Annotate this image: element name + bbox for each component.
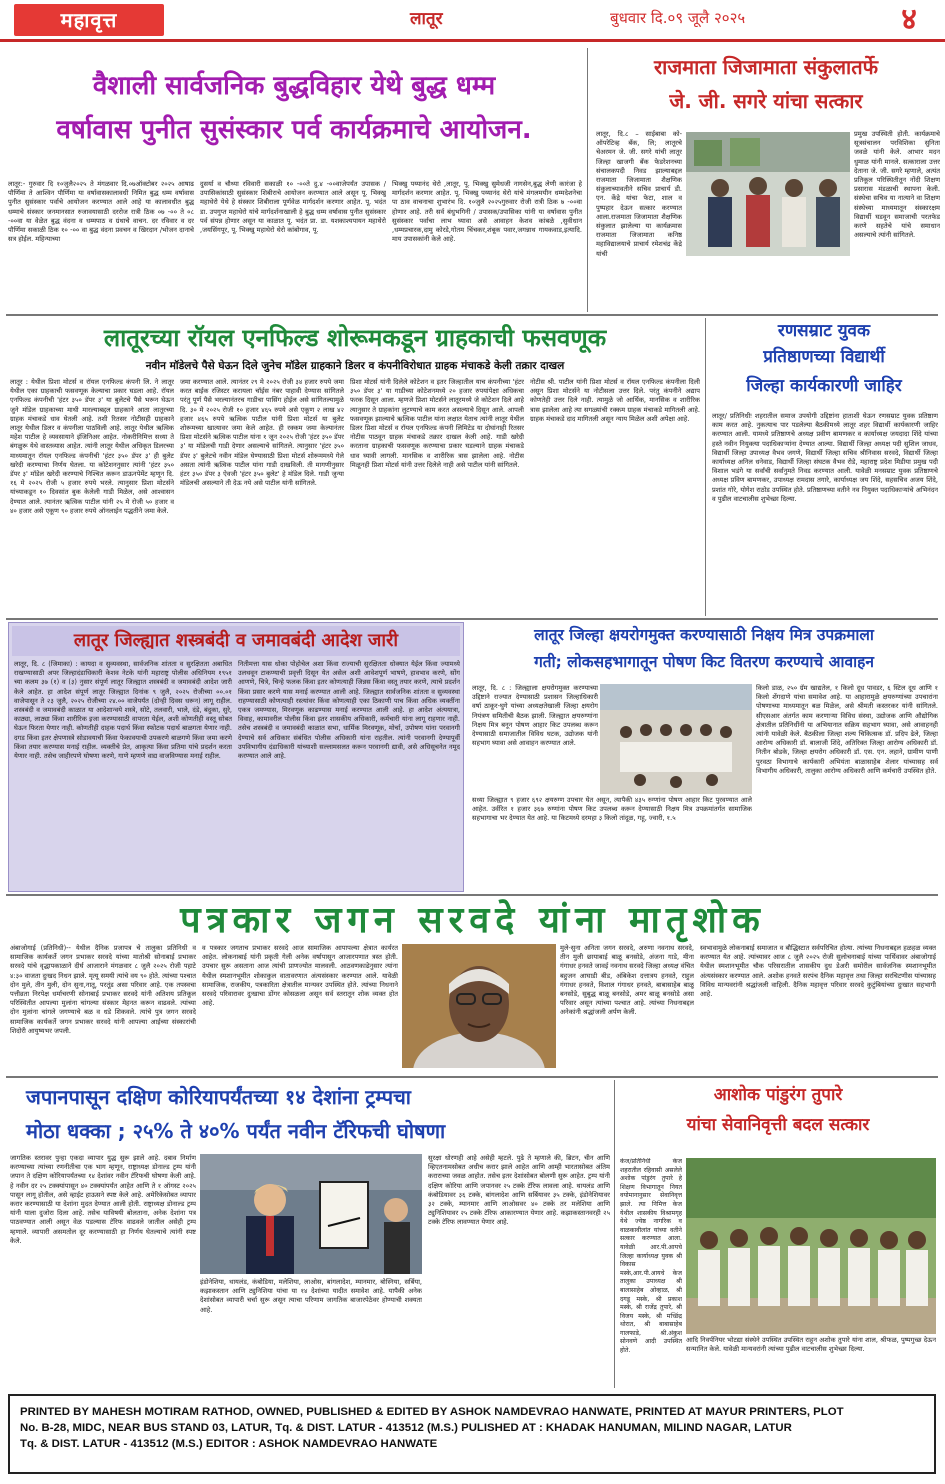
- trump-headline-1: जपानपासून दक्षिण कोरियापर्यंतच्या १४ देशांना ट्रम्पचा: [26, 1085, 411, 1109]
- enfield-column-4: नोटीस श्री. पाटील यांनी प्रिशा मोटर्स व रॉयल एनफिल्ड कंपनीला दिली असून प्रिशा मोटर्सने या नोटीसला उत्तर दिले. परंतु कंपनीने अद्याप कोणतेही उत्तर दिले नाही. त्यामुळे जो आर्थिक, मानसिक व शारीरिक त्रास झालेला आहे त्या सगळ्यांची रक्कम ग्राहक मंचाकडे मागितली आहे. ग्राहक मंचाकडे दाद मागितली असून न्याय मिळेल अशी अपेक्षा आहे.: [530, 378, 700, 423]
- city-name: लातूर: [410, 9, 443, 29]
- trump-column-2: इंडोनेशिया, थायलंड, कंबोडिया, मलेशिया, लाओस, बांगलादेश, म्यानमार, बोस्निया, सर्बिया, कझाकस्तान आणि ट्युनिशिया यांचा या १४ देशांच्या यादीत समावेश आहे. यापैकी अनेक देशांसोबत व्यापारी चर्चा सुरू असून त्याचा परिणाम जागतिक बाजारपेठेवर होण्याची शक्यता आहे.: [200, 1278, 422, 1314]
- page-number: ४: [901, 2, 917, 37]
- paper-name: महावृत्त: [14, 4, 164, 36]
- sagare-headline-2: जे. जी. सगरे यांचा सत्कार: [669, 89, 863, 113]
- imprint-line-2: No. B-28, MIDC, NEAR BUS STAND 03, LATUR, Tq. & DIST. LATUR - 413512 (M.S.) PULISHED AT : KHADAK HANUMAN, MILIND NAGAR, LATUR: [20, 1422, 792, 1434]
- tupare-felicitation-photo: [686, 1158, 936, 1334]
- kshayrog-headline-1: लातूर जिल्हा क्षयरोगमुक्त करण्यासाठी निक्षय मित्र उपक्रमाला: [534, 626, 874, 644]
- kshayrog-column-1: लातूर, दि. ८ : जिल्ह्याला क्षयरोगमुक्त करण्याच्या उद्दिष्टाने राज्यात देण्यासाठी प्रशासन जिल्हाधिकारी वर्षा ठाकूर-घुगे यांच्या अध्यक्षतेखाली जिल्हा क्षयरोग नियंत्रण समितीची बैठक झाली. जिल्ह्यात क्षयरुग्णांना निक्षय मित्र बनून पोषण आहार किट उपलब्ध करून देण्यासाठी समाजातील विविध घटक, उद्योजक यांनी सहभाग घ्यावा असे आवाहन करण्यात आले.: [472, 684, 598, 748]
- vaishali-headline-1: वैशाली सार्वजनिक बुद्धविहार येथे बुद्ध धम्म: [92, 71, 496, 101]
- kshayrog-headline-2: गती; लोकसहभागातून पोषण किट वितरण करण्याचे आवाहन: [534, 653, 874, 671]
- shastrabandi-column-2: नितीमत्ता यास धोका पोहोचेल अशा किंवा राज्याची सुरक्षितता धोक्यात येईल किंवा ज्यामध्ये उलथवून टाकण्याची प्रवृत्ती दिसून येत असेल अशी आवेशपूर्ण भाषणे, हावभाव करणे, सोंग आणणे, चित्रे, चिन्हे फलक किंवा इतर कोणत्याही जिन्नस किंवा वस्तू तयार करणे, त्याचे प्रदर्शन किंवा प्रसार करणे यास मनाई करण्यात आली आहे. जिल्ह्यात सार्वजनिक शांतता व सुव्यवस्था राहण्यासाठी कोणत्याही रस्त्यांवर किंवा कोणत्याही एका ठिकाणी पाच किंवा अधिक व्यक्तींना एकत्र जमण्यास, मिरवणूक काढण्यास मनाई करण्यात आली आहे. हा आदेश अंत्ययात्रा, विवाह, कामावरील पोलीस किंवा इतर शासकीय अधिकारी, कर्मचारी यांना लागू राहणार नाही. तसेच शस्त्रबंदी व जमावबंदी काळात सभा, धार्मिक मिरवणूक, मोर्चा, उपोषण यांना परवानगी देण्याचे सर्व अधिकार संबंधित पोलीस अधिकारी यांना राहतील. त्यांनी परवानगी देण्यापूर्वी उपविभागीय दंडाधिकारी यांच्याशी सल्लामसलत करून परवानगी द्यावी, असे अधिसूचनेत नमूद करण्यात आले आहे.: [238, 660, 460, 761]
- trump-column-1: जागतिक स्तरावर पुन्हा एकदा व्यापार युद्ध सुरू झाले आहे. दबाव निर्माण करण्याच्या त्यांच्या रणनीतीचा एक भाग म्हणून, राष्ट्राध्यक्ष डोनाल्ड ट्रम्प यांनी जपान ते दक्षिण कोरियापर्यंतच्या १४ देशांवर नवीन टॅरिफची घोषणा केली आहे. हे नवीन दर २५ टक्क्यांपासून ४० टक्क्यांपर्यंत आहेत आणि ते १ ऑगस्ट २०२५ पासून लागू होतील, असे व्हाईट हाऊसने स्पष्ट केले आहे. अमेरिकेसोबत व्यापार करार करण्यासाठी या देशांना मुदत देण्यात आली होती. राष्ट्राध्यक्ष डोनाल्ड ट्रम्प यांनी याला दुजोरा दिला आहे. तसेच याविषयी बोलताना, अनेक देशांना पत्र पाठवण्यात आली असून वेळ पडल्यास टॅरिफ वाढवले जातील असेही ट्रम्प म्हणाले. व्यापारी असमतोल दूर करण्यासाठी हा निर्णय घेतल्याचे त्यांनी स्पष्ट केले.: [10, 1154, 196, 1245]
- shastrabandi-headline: लातूर जिल्ह्यात शस्त्रबंदी व जमावबंदी आदेश जारी: [12, 626, 460, 656]
- imprint-line-1: PRINTED BY MAHESH MOTIRAM RATHOD, OWNED, PUBLISHED & EDITED BY ASHOK NAMDEVRAO HANWATE, PRINTED AT MAYUR PRINTERS, PLOT: [20, 1406, 844, 1418]
- section-rule: [6, 618, 938, 620]
- trump-headline-block: [8, 1080, 610, 1152]
- tupare-headline-1: आशोक पांडुरंग तुपारे: [713, 1085, 843, 1105]
- column-divider: [614, 1080, 615, 1388]
- tupare-headline-block: [618, 1080, 938, 1156]
- sarvade-column-4: स्वभावामुळे लोकनाबाई समाजात व बौद्धिस्टात सर्वपरिचित होत्या. त्यांच्या निधनाबद्दल हळहळ व्यक्त करण्यात येत आहे. त्यांच्यावर आज ८ जुलै २०२५ रोजी सुलोचनाबाई यांच्या पार्थिवावर अंबाजोगाई येथील स्मशानभूमीत चौक परिसरातील शासकीय दुध डेअरी समोरील सार्वजनिक स्मशानभूमीत अंत्यसंस्कार करण्यात आले. अशोक हनवते सरपंच दैनिक महावृत्त तथा जिल्हा सरचिटणीस यांच्यासह विविध मान्यवरांनी श्रद्धांजली वाहिली. दैनिक महावृत्त परिवार सरवदे कुटुंबियांच्या दुःखात सहभागी आहे.: [700, 944, 936, 999]
- kshayrog-column-2: किलो डाळ, २५० ग्रॅम खाद्यतेल, १ किलो दूध पावडर, ६ स्टिल दूध आणि १ किलो शेंगदाणे यांचा समावेश आहे. या आहारामुळे क्षयरुग्णांच्या उपचारांना पोषणाच्या माध्यमातून बळ मिळेल, असे श्रीमती कस्तरकर यांनी सांगितले. सीएसआर अंतर्गत काम करणाऱ्या विविध संस्था, उद्योजक आणि औद्योगिक क्षेत्रातील प्रतिनिधींनी या अभियानात सक्रिय सहभाग घ्यावा, असे आवाहनही त्यांनी यावेळी केले. बैठकीला जिल्हा शल्य चिकित्सक डॉ. प्रदिप ढेले, जिल्हा आरोग्य अधिकारी डॉ. बालाजी शिंदे, अतिरिक्त जिल्हा आरोग्य अधिकारी डॉ. नितीन बोडके, जिल्हा क्षयरोग अधिकारी डॉ. एस. एन. लहाने, ग्रामीण पाणी पुरवठा विभागाचे कार्यकारी अभियंता बाळासाहेब शेलार यांच्यासह सर्व विभागीय अधिकारी, तालुका आरोग्य अधिकारी आणि कर्मचारी उपस्थित होते.: [756, 684, 938, 775]
- column-divider: [587, 48, 588, 312]
- kshayrog-meeting-photo: [600, 684, 752, 794]
- sarvade-column-2: व पत्रकार जगताच प्रभाकर सरवदे आज सामाजिक आपापल्या क्षेत्रात कार्यरत आहेत. लोकनाबाई यांनी प्रकृती गेली अनेक वर्षापासून आजारपणात त्रस्त होती. उपचार सुरू असताना आज त्यांची प्राणज्योत मालवली. आठवणकाढेनुसार त्यांना येथील स्मशानभूमीत शोकाकुल वातावरणात अंत्यसंस्कार करण्यात आले. यावेळी सामाजिक, राजकीय, पत्रकारिता क्षेत्रातील मान्यवर उपस्थित होते. त्यांच्या निधनाने सरवदे परिवारावर दुःखाचा डोंगर कोसळला असून सर्व स्तरातून शोक व्यक्त होत आहे.: [202, 944, 398, 1008]
- issue-date: बुधवार दि.०९ जूलै २०२५: [610, 9, 746, 27]
- sarvade-column-1: अंबाजोगाई (प्रतिनिधी)-- येथील दैनिक प्रजापत्र चे तालुका प्रतिनिधी व सामाजिक कार्यकर्ते जगन प्रभाकर सरवदे यांच्या मातोश्री सोनाबाई प्रभाकर सरवदे यांचे वृद्धापकाळाने दीर्घ आजाराने मंगळवार ८ जुलै २०२५ रोजी पहाटे ४:३० वाजता दुःखद निधन झाले. मृत्यू समयी त्यांचे वय ९० होते. त्यांच्या पश्चात दोन मुले, तीन मुली, दोन सुना,नातू, परतूंड असा परिवार आहे. एक तपस्वचा पत्तीव्रता निरपेक्ष धर्माचरणी सोनाबाई प्रभाकर सरवदे यांनी अतिशय प्रतिकूल परिस्थितीत आपल्या मुलांना चांगल्या संस्कार मेहनत करून वाढवले. त्यांच्या दोन मुलांना चांगले जगण्याचे बळ व धडे शिकवले. त्यांचे पुत्र जगन सरवदे सामाजिक कार्यकर्ते जगन प्रभाकर सरवदे यांनी आपल्या आईच्या संस्कारांची शिदोरी आयुष्यभर जपली.: [10, 944, 196, 1035]
- imprint-footer: [8, 1394, 936, 1474]
- kshayrog-column-1-continued: सध्या जिल्ह्यात ९ हजार ६९२ क्षयरुग्ण उपचार घेत असून, त्यापैकी ४३५ रुग्णांना पोषण आहार किट पुरवण्यात आले आहेत. उर्वरित १ हजार ३६७ रुग्णांना पोषण किट उपलब्ध करून देण्यासाठी निक्षय मित्र उपक्रमांतर्गत सामाजिक सहभागाचा भर देण्यात येत आहे. या किटमध्ये दरमहा ३ किलो तांदूळ, गहू, ज्वारी, १.५: [472, 796, 752, 823]
- sagare-column-2: प्रमुख उपस्थिती होती. कार्यक्रमाचे सूत्रसंचालन परविशिका सुनिता जवळे यांनी केले. आभार मदन धुमाळ यांनी मानले. सत्काराला उत्तर देताना जे. जी. सगरे म्हणाले, अत्यंत प्रतिकूल परिस्थितीतून नोंदी शिक्षण प्रसारास मंडळाची स्थापना केली. संस्थेचा सचिव या नात्याने वा शिक्षण संस्थेच्या माध्यमातून संस्कारक्षम विद्यार्थी घडवून समाजाची परतफेड करणे सहतेचे यांचे समाधान असल्याचे त्यांनी सांगितले.: [854, 130, 940, 240]
- sarvade-mother-portrait: [402, 944, 556, 1068]
- vaishali-column-1: लातूर:- गुरुवार दि १०जुलै२०२५ ते मंगळवार दि.०७ऑक्टोबर २०२५ आषाढ पौर्णिमा ते आश्विन पौर्णिमा या वर्षावासकालावधी निमित बुद्ध धम्म वर्षावास पुनीत सुसंस्कार पर्वाचे आयोजन करण्यात आले आहे या कालावधीत बुद्ध धम्माचे संस्कार जनमानसात रुजावयासाठी दररोज रात्री ठिक ०७ -०० ते ०८ -००वा या वेळेत बुद्ध वंदना व धम्मपाठ व ग्रंथाचे वाचन. दर रविवार व दर पौर्णिमा सकाळी ठिक १० -०० वा बुद्ध वंदना प्रवचन व खिरदान /भोजन दानाचे सत्र होईल. महिन्याच्या: [8, 180, 194, 244]
- sagare-headline-1: राजमाता जिजामाता संकुलातर्फे: [653, 55, 879, 79]
- sarvade-column-3: मुले-सुना अनिता जगन सरवदे, अरुणा नवनाथ सरवदे, तीन मुली छायाबाई बाळू बनसोडे, अंजना गाडे, मीना गंगाधर हनवते जावई नवनाथ सरवदे जिल्हा अध्यक्ष वंचित बहुजन आघाडी बीड, अंबिकेश दत्तात्रय हनवते, राहुल गंगाधर हनवते, विशाल गंगाधर हनवते, बाबासाहेब बाळू बनसोडे, सुबुद्ध बाळू बनसोडे, अमर बाळू बनसोडे असा परिवार असून त्यांच्या पश्चात आहे. त्यांच्या निधनाबद्दल अनेकांनी श्रद्धांजली अर्पण केली.: [560, 944, 694, 1017]
- vaishali-column-2: दुसर्या व चौथ्या रविवारी सकाळी १० -००ते दु.४ -००वाजेपर्यंत उपासक /उपासिकांसाठी सुसंस्कार शिबीराचे आयोजन करण्यात आले असून पू. भिक्खु महाथेरो येथे हे संस्कार शिबीराला पूर्णवेळ मार्गदर्शन करणार आहेत. पू. भदंत डा. उपगुप्त महाथेरो यांचे मार्गदर्शनाखाली हे बुद्ध धम्म वर्षावास पुनीत सुसंस्कार पर्व संपन्न होणार असून या काळात पू. भदंत प्रा. डा. यशकाश्यपायन महाथेरो ,जयसिंगपूर, पू. भिक्खु महाथेरो थेरो कांबोगाव, पू.: [200, 180, 386, 235]
- section-rule: [6, 1076, 938, 1078]
- section-rule: [6, 894, 938, 896]
- masthead: [0, 0, 945, 42]
- ranasamrat-headline-block: [710, 318, 938, 410]
- vaishali-column-3: भिक्खु पय्यानंद थेरो ,लातूर, पू. भिक्खु सुमेधजी नागसेन,बुद्ध लेणी कारंजा हे मार्गदर्शन करणार आहेत. पू. भिक्खु पय्यानंद थेरो यांचे मंगलमयीन धम्मदेशनेचा पा ठाव वाचनाचा शुभारंभ दि. १०जुलै २०२५गुरुवार रोजी रात्री ठिक ७ -००वा होणार आहे. तरी सर्व बंधुभगिनी / उपासक/उपासिका यांनी या वर्षावास पुनीत सुसंस्कार पर्वाचा लाभ घ्यावा असे आवाहन केशव कांबळे ,सुवीधान ,धम्मप्रचारक,दामु कोरडे,गोतम चिंचकर,शंबूक पवार,जगन्नाथ गायकवाड,इत्यादि. माय उपासकांनी केले आहे.: [392, 180, 582, 244]
- trump-signing-photo: [200, 1154, 422, 1274]
- imprint-line-3: Tq. & DIST. LATUR - 413512 (M.S.) EDITOR : ASHOK NAMDEVRAO HANWATE: [20, 1438, 438, 1450]
- ranasamrat-headline-3: जिल्हा कार्यकारणी जाहिर: [746, 376, 902, 396]
- tupare-body: केज/प्रतिनिधी केज शहरातील रहिवासी असलेले अशोक पांडुरंग तुपारे हे शिक्षण विभागातून नियत वयोमानानुसार सेवानिवृत्त झाले. त्या निमित्त केज येथील शासकीय विश्रामगृह येथे ज्येष्ठ नागरिक व वाळकावीलांत यांच्या वतीने सत्कार करण्यात आला. यावेळी आर.पी.आयचे जिल्हा कार्याध्यक्ष युवक श्री विकास मस्के,आर.पी.आयचे केज तालुका उपाध्यक्ष श्री बालासाहेब ओव्हाळ, श्री दगडू मस्के, श्री प्रकाश मस्के, श्री राजेंद्र तुपारे, श्री विजय मस्के, श्री मच्छिंद्र थोरात, श्री बाबासाहेब गालफाडे, श्री.अंकुश सोनवणे आदी उपस्थित होते.: [620, 1158, 682, 1355]
- vaishali-headline-2: वर्षावास पुनीत सुसंस्कार पर्व कार्यक्रमाचे आयोजन.: [56, 115, 532, 145]
- ranasamrat-body: लातूर/ प्रतिनिधीः शहरातील समाज उपयोगी उद्दिष्टांना हाताशी घेऊन रणसम्राट युवक प्रतिष्ठाण काम करत आहे. नुकत्याच पार पडलेल्या बैठकीमध्ये लातूर शहर विद्यार्थी कार्यकारणी जाहिर करण्यात आली. यामध्ये प्रतिष्ठाणचे अध्यक्ष प्रवीण बामणकर व कार्याध्यक्ष जयदादा शिंदे यांच्या हस्ते नवीन नियुक्त्या पदाधिकाऱ्यांना देण्यात आल्या. विद्यार्थी जिल्हा अध्यक्ष पदी सुशिल जाधव, विद्यार्थी जिल्हा उपाध्यक्ष वैभव जगणे, विद्यार्थी जिल्हा सचिव श्रीनिवास सरवदे, विद्यार्थी जिल्हा कार्याध्यक्ष अनिल धनेवाड, विद्यार्थी जिल्हा संघटक वैभव रोडे, महाराष्ट्र प्रदेश मिडीया प्रमुख पदी विशाल भडंगे या सर्वांची सर्वानुमते निवड करण्यात आली. यावेळी मनसम्राट युवक प्रतिष्ठाणचे अध्यक्ष प्रविण बामणकर, उपाध्यक्ष रामदास तगारे, कार्याध्यक्ष जय शिंदे, सहसचिव अजय शिंदे, प्रशांत गोरे, योगेश राठोड उपस्थित होते. प्रतिष्ठाणच्या वतीने नव नियुक्त पदाधिकाऱ्यांचे अभिनंदन व पुढील वाटचालीस शुभेच्छा दिल्या.: [712, 412, 938, 503]
- shastrabandi-column-1: लातूर, दि. ८ (जिमाका) : कायदा व सुव्यवस्था, सार्वजनिक शांतता व सुरक्षितता अबाधित राखण्यासाठी अपर जिल्हादंडाधिकारी केशव नेटके यांनी महाराष्ट्र पोलीस अधिनियम १९५१ च्या कलम ३७ (१) व (३) नुसार संपूर्ण लातूर जिल्ह्यात शस्त्रबंदी व जमावबंदी आदेश जारी केले आहेत. हा आदेश संपूर्ण लातूर जिल्ह्यात दिनांक ९ जुलै, २०२५ रोजीच्या ००.०१ वाजेपासून ते २३ जुलै, २०२५ रोजीच्या २४.०० वाजेपर्यंत (दोन्ही दिवस धरून) लागू राहील. शस्त्रबंदी व जमावबंदी काळात या आदेशान्वये शस्त्रे, सोटे, तलवारी, भाले, दंडे, बंदुका, सुरे, काठ्या, लाठ्या किंवा शारीरिक इजा करण्यासाठी वापरता येईल, अशी कोणतीही वस्तू सोबत घेऊन फिरता येणार नाही. कोणतीही दाहक पदार्थ किंवा स्फोटक पदार्थ बाळगता येणार नाही. दगड किंवा इतर क्षेपणास्त्रे सोडावयाची किंवा फेकावयाची उपकरणे बाळगणे किंवा जमा करणे किंवा तयार करण्यास मनाई राहील. व्यक्तीचे प्रेत, आकृत्या किंवा प्रतिमा यांचे प्रदर्शन करता येणार नाही. तसेच जाहीरपणे घोषणा करणे, गाणे म्हणणे वाद्य वाजविण्यास मनाई राहील.: [14, 660, 232, 761]
- tupare-photo-caption: आदि निवर्पनियर भोटद्या संस्थेने उपस्थित उपस्थित राहून अशोक तुपारे यांना शाल, श्रीफळ, पुष्पगुच्छ देऊन सन्मानित केले. यावेळी मान्यवरांनी त्यांच्या पुढील वाटचालीस शुभेच्छा दिल्या.: [686, 1336, 936, 1354]
- enfield-subhead: नवीन मॉडेलचे पैसे घेऊन दिले जुनेच मॉडेल ग्राहकाने डिलर व कंपनीविरोधात ग्राहक मंचाकडे केली तक्रार दाखल: [145, 360, 565, 372]
- kshayrog-headline-block: [470, 622, 938, 680]
- ranasamrat-headline-1: रणसम्राट युवक: [777, 321, 871, 341]
- enfield-column-3: प्रिशा मोटर्स यांनी दिलेले कोटेशन व इतर जिल्हातील याच कंपनीच्या 'हंटर ३५० डॅपर ३' या गाडीच्या कोटेशनमध्ये २० हजार रुपयांपेक्षा अधिकचा फरक दिसून आला. म्हणजे प्रिशा मोटर्सने लातूरमध्ये जे कोटेशन दिले आहे त्यानुसार ते ग्राहकांना लुटण्याचे काम करत असल्याचे दिसून आले. आपली फसवणूक झाल्याचे ऋत्विक पाटील यांना लक्षात येताच त्यांनी लातूर येथील डिलर प्रिशा मोटर्स व रॉयल एनफिल्ड कंपनी लिमिटेड या दोघांनाही रितसर नोटीस पाठवून ग्राहक मंचाकडे तक्रार दाखल केली आहे. गाडी खरेदी करताना ग्राहकाची फसवणूक करण्याचा प्रकार घडल्याने ग्राहक मंचाकडे धाव घ्यावी लागली. मानसिक व शारीरिक त्रास झालेला आहे. नोटीस मिळूनही प्रिशा मोटर्स यांनी उत्तर दिलेले नाही असे पाटील यांनी सांगितले.: [350, 378, 524, 469]
- sagare-column-1-continued: [686, 258, 850, 310]
- trump-headline-2: मोठा धक्का ; २५% ते ४०% पर्यंत नवीन टॅरिफची घोषणा: [26, 1119, 446, 1143]
- column-divider: [705, 318, 706, 616]
- masthead-rule: [0, 39, 945, 42]
- sagare-headline-block: [594, 50, 938, 128]
- vaishali-headline-block: [8, 64, 580, 176]
- sagare-felicitation-photo: [686, 132, 850, 256]
- sagare-column-1: लातूर, दि.८ – साईबाबा को-ऑपरेटिव्ह बँक, लि; लातूरचे चेअरमन जे. जी. सगरे यांची लातूर जिल्हा खाजगी बँक फेडरेशनच्या संचालकपदी निवड झाल्याबद्दल राजमाता जिजामाता शैक्षणिक संकुलाच्यावतीने सचिव प्राचार्य डी. एन. केंद्रे यांचा फेटा, शाल व पुष्पहार देऊन सत्कार करण्यात आला.राजमाता जिजामाता शैक्षणिक संकुलात झालेल्या या कार्यक्रमास राजमाता जिजामाता कनिष्ठ महाविद्यालयाचे प्राचार्य रमेशचंद्र केंद्रे यांची: [596, 130, 682, 258]
- trump-column-3: सुरक्षा धोरणही आहे असेही म्हटले. पुढे ते म्हणाले की, ब्रिटन, चीन आणि व्हिएतनामसोबत अधीच करार झाले आहेत आणि आम्ही भारतासोबत अंतिम कराराच्या जवळ आहोत. तसेच इतर देशांसोबत बोलणी सुरू आहेत. ट्रम्प यांनी दक्षिण कोरिया आणि जपानवर २५ टक्के टॅरिफ लावला आहे. थायलंड आणि कंबोडियावर ३६ टक्के, बांगलादेश आणि सर्बियावर ३५ टक्के, इंडोनेशियावर ३२ टक्के, म्यानमार आणि लाओसवर ४० टक्के तर मलेशिया आणि ट्युनिशियावर २५ टक्के टॅरिफ आकारण्यात येणार आहे. कझाकस्तानवरही २५ टक्के टॅरिफ लावण्यात येणार आहे.: [428, 1154, 610, 1227]
- enfield-column-1: लातूर : येथील प्रिशा मोटर्स व रॉयल एनफिल्ड कंपनी लि. ने लातूर येथील एका ग्राहकाची फसवणूक केल्याचा प्रकार घडला आहे. रॉयल एनफिल्ड कंपनीची 'हंटर ३५० डॅपर ३' या बुलेटचे पैसे भरून घेऊन जुने मॉडेल ग्राहकाच्या माथी मारल्याबद्दल ग्राहकाने आता लातूरच्या ग्राहक मंचाकडे धाव घेतली आहे. तशी रितसर नोटीसही ग्राहकाने लातूर येथील डिलर व कंपनीला पाठविली आहे. लातूर येथील ऋत्विक महेश पाटील हे व्यवसायाने इंजिनिअर आहेत. नोकरीनिमित्त सध्या ते बंगळुरू येथे वास्तव्यास आहेत. त्यांनी लातूर येथील अधिकृत डिलरच्या माध्यमातून रॉयल एनफिल्ड कंपनीची 'हंटर ३५० डॅपर ३' ही बुलेट खरेदी करण्याचा निर्णय घेतला. या कोटेशननुसार त्यांनी 'हंटर ३५० डॅपर ३' मॉडेल खरेदी करण्याचे निश्चित करून डाऊनपेमेंट म्हणून दि. १६ मे २०२५ रोजी ५ हजार रुपये भरले. त्यानुसार प्रिशा मोटर्सने यांच्याकडून १० दिवसांत बुक केलेली गाडी मिळेल, असे आश्वासन देण्यात आले. त्यानंतर ऋत्विक पाटील यांनी २५ मे रोजी ५० हजार व ४० हजार असे एकूण ९० हजार रुपये ऑनलाईन पद्धतीने जमा केले.: [10, 378, 174, 515]
- enfield-column-2: जमा करण्यात आले. त्यानंतर २९ मे २०२५ रोजी ३४ हजार रुपये जमा करत बाईक रजिस्टर करायला चॉईस नंबर पाहावी देण्यास सांगितले परंतु पूर्ण पैसे भरल्यानंतरच गाडीचा पासिंग होईल असे सांगितल्यामुळे दि. ३० मे २०२५ रोजी १० हजार ४६५ रुपये असे एकूण २ लाख ४२ हजार ४६५ रुपये ऋत्विक पाटील यांनी प्रिशा मोटर्स या बुलेट शोरूमच्या खात्यावर जमा केले आहेत. ही रक्कम जमा केल्यानंतर प्रिशा मोटर्सने ऋत्विक पाटील यांना १ जून २०२५ रोजी 'हंटर ३५० डॅपर ३' या मॉडेलची गाडी देणार असल्याचे सांगितले. त्यानुसार 'हंटर ३५० डॅपर ३' बुलेटचे नवीन मॉडेल घेण्यासाठी प्रिशा मोटर्स शोरूममध्ये गेले असता त्यांनी ऋत्विक पाटील यांना गाडी दाखविली. ती मागणीनुसार हंटर ३५० डॅपर ३ ऐवजी 'हंटर ३५० बुलेट' हे मॉडेल दिले. गाडी जुन्या मॉडेलची असल्याने ती देऊ नये असे पाटील यांनी सांगितले.: [180, 378, 344, 488]
- enfield-headline: लातूरच्या रॉयल एनफिल्ड शोरूमकडून ग्राहकाची फसवणूक: [103, 324, 607, 352]
- tupare-headline-2: यांचा सेवानिवृत्ती बदल सत्कार: [686, 1115, 870, 1135]
- ranasamrat-headline-2: प्रतिष्ठाणच्या विद्यार्थी: [763, 347, 885, 367]
- sarvade-headline: पत्रकार जगन सरवदे यांना मातृशोक: [180, 900, 766, 941]
- section-rule: [6, 314, 938, 316]
